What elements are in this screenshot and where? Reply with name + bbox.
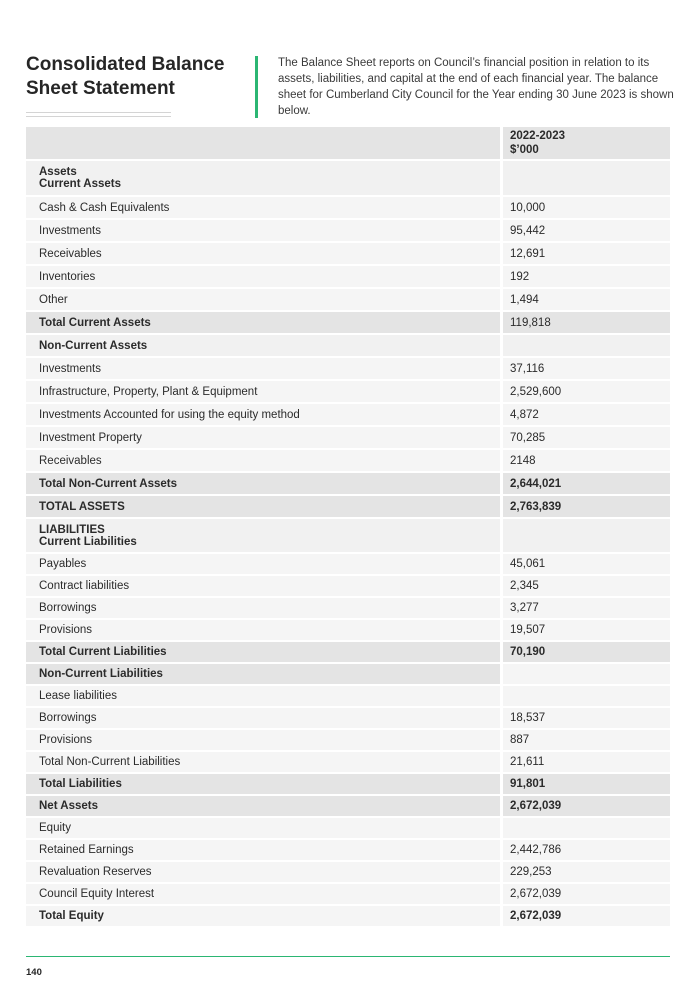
table-row-total [26, 906, 670, 926]
row-value: 2,442,786 [503, 840, 670, 860]
row-label: Total Liabilities [26, 774, 500, 794]
row-value: 2,345 [503, 576, 670, 596]
table-row [26, 752, 670, 772]
table-row [26, 358, 670, 379]
table-row-total [26, 774, 670, 794]
table-row [26, 381, 670, 402]
section-heading: Non-Current Assets [26, 335, 500, 356]
row-label: Equity [26, 818, 500, 838]
row-label: Retained Earnings [26, 840, 500, 860]
subsection-heading: Current Liabilities [39, 535, 137, 548]
header-label-cell [26, 127, 500, 159]
row-label: Total Equity [26, 906, 500, 926]
table-row [26, 840, 670, 860]
table-header-row [26, 127, 670, 159]
row-label: Other [26, 289, 500, 310]
section-heading: Non-Current Liabilities [26, 664, 500, 684]
row-label: Provisions [26, 620, 500, 640]
table-row [26, 197, 670, 218]
row-label: Lease liabilities [26, 686, 500, 706]
row-value: 12,691 [503, 243, 670, 264]
row-value: 95,442 [503, 220, 670, 241]
row-value [503, 335, 670, 356]
section-heading: Assets [39, 166, 77, 178]
row-value: 37,116 [503, 358, 670, 379]
row-label [26, 161, 500, 195]
title-underline [26, 112, 171, 117]
row-value [503, 818, 670, 838]
row-value: 19,507 [503, 620, 670, 640]
table-row [26, 404, 670, 425]
row-value: 10,000 [503, 197, 670, 218]
row-value: 2148 [503, 450, 670, 471]
row-value: 2,672,039 [503, 796, 670, 816]
table-row-total [26, 642, 670, 662]
row-label: Net Assets [26, 796, 500, 816]
table-row-section [26, 335, 670, 356]
row-label: Total Non-Current Liabilities [26, 752, 500, 772]
row-label: Council Equity Interest [26, 884, 500, 904]
row-value: 887 [503, 730, 670, 750]
table-row [26, 161, 670, 195]
row-value: 229,253 [503, 862, 670, 882]
table-row [26, 708, 670, 728]
row-value: 2,529,600 [503, 381, 670, 402]
header-period: 2022-2023 [510, 130, 565, 142]
row-label: Infrastructure, Property, Plant & Equipment [26, 381, 500, 402]
table-row [26, 730, 670, 750]
row-label: Total Current Assets [26, 312, 500, 333]
footer-divider [26, 956, 670, 957]
table-row [26, 289, 670, 310]
row-label: Borrowings [26, 708, 500, 728]
row-label: Receivables [26, 243, 500, 264]
row-label: Borrowings [26, 598, 500, 618]
row-label: Total Non-Current Assets [26, 473, 500, 494]
row-value: 4,872 [503, 404, 670, 425]
row-value: 91,801 [503, 774, 670, 794]
balance-sheet-table [26, 127, 670, 928]
row-label: Receivables [26, 450, 500, 471]
row-value: 2,672,039 [503, 906, 670, 926]
table-row [26, 220, 670, 241]
row-value [503, 664, 670, 684]
row-label: TOTAL ASSETS [26, 496, 500, 517]
row-value: 2,644,021 [503, 473, 670, 494]
row-value: 2,763,839 [503, 496, 670, 517]
table-row [26, 427, 670, 448]
section-heading: LIABILITIES [39, 523, 105, 536]
table-row [26, 862, 670, 882]
row-value [503, 161, 670, 195]
row-value: 119,818 [503, 312, 670, 333]
subsection-heading: Current Assets [39, 178, 122, 190]
row-value [503, 519, 670, 552]
row-label: Investment Property [26, 427, 500, 448]
table-row [26, 620, 670, 640]
row-label: Total Current Liabilities [26, 642, 500, 662]
table-row [26, 554, 670, 574]
table-row [26, 519, 670, 552]
row-label: Payables [26, 554, 500, 574]
table-row [26, 450, 670, 471]
table-row-total [26, 473, 670, 494]
table-row-total [26, 796, 670, 816]
row-value: 45,061 [503, 554, 670, 574]
row-value: 70,285 [503, 427, 670, 448]
row-value: 3,277 [503, 598, 670, 618]
row-label: Revaluation Reserves [26, 862, 500, 882]
table-row-section [26, 664, 670, 684]
row-value: 70,190 [503, 642, 670, 662]
row-label [26, 519, 500, 552]
table-row-total [26, 312, 670, 333]
row-value [503, 686, 670, 706]
table-row-total [26, 496, 670, 517]
row-label: Investments Accounted for using the equity method [26, 404, 500, 425]
header-value-cell [503, 127, 670, 159]
page-number: 140 [26, 967, 42, 978]
header-unit: $’000 [510, 144, 539, 156]
row-value: 1,494 [503, 289, 670, 310]
row-value: 18,537 [503, 708, 670, 728]
table-row [26, 686, 670, 706]
row-value: 2,672,039 [503, 884, 670, 904]
row-label: Cash & Cash Equivalents [26, 197, 500, 218]
intro-text: The Balance Sheet reports on Council’s financial position in relation to its assets, liabilities, and capital at the end of each financial year. The balance sheet for Cumberland City Council for the Year ending 30 June 2023 is shown below. [278, 57, 674, 117]
row-label: Investments [26, 358, 500, 379]
table-row [26, 598, 670, 618]
page-title: Consolidated Balance Sheet Statement [26, 54, 225, 99]
row-label: Contract liabilities [26, 576, 500, 596]
table-row [26, 818, 670, 838]
row-label: Inventories [26, 266, 500, 287]
table-row [26, 884, 670, 904]
row-label: Investments [26, 220, 500, 241]
accent-bar [255, 56, 258, 118]
row-value: 21,611 [503, 752, 670, 772]
table-row [26, 576, 670, 596]
row-label: Provisions [26, 730, 500, 750]
row-value: 192 [503, 266, 670, 287]
table-row [26, 243, 670, 264]
table-row [26, 266, 670, 287]
